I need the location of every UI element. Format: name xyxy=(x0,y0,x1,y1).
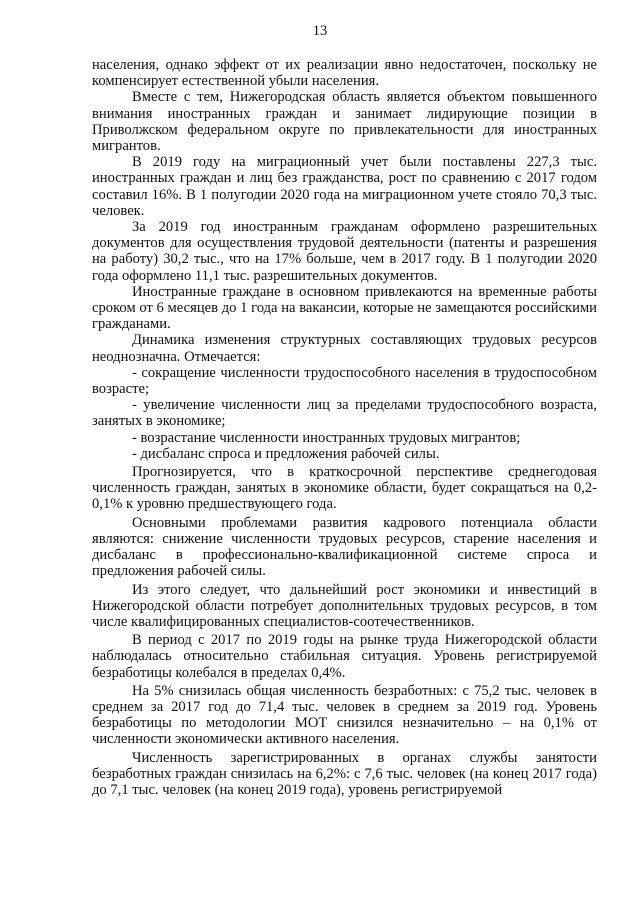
paragraph-labor-dynamics: Динамика изменения структурных составляющих трудовых ресурсов неоднозначна. Отмечается: xyxy=(92,332,597,365)
list-item: - увеличение численности лиц за пределами трудоспособного возраста, занятых в экономике; xyxy=(92,397,597,430)
list-item: - возрастание численности иностранных трудовых мигрантов; xyxy=(132,429,521,446)
list-item: - дисбаланс спроса и предложения рабочей силы. xyxy=(132,445,440,462)
paragraph-main-problems: Основными проблемами развития кадрового потенциала области являются: снижение численности трудовых ресурсов, старение населения и дисбаланс в профессионально-квалификационной системе спроса и предложения рабочей силы. xyxy=(92,514,597,580)
page-number: 13 xyxy=(312,23,328,39)
paragraph-work-permits: За 2019 год иностранным гражданам оформлено разрешительных документов для осуществления трудовой деятельности (патенты и разрешения на работу) 30,2 тыс., что на 17% больше, чем в 2017 году. В 1 полугодии 2020 года оформлено 11,1 тыс. разрешительных документов. xyxy=(92,219,597,284)
document-body xyxy=(92,57,597,798)
paragraph-unemployment-decrease: На 5% снизилась общая численность безработных: с 75,2 тыс. человек в среднем за 2017 год до 71,4 тыс. человек в среднем за 2019 год. Уровень безработицы по методологии МОТ снизился незначительно – на 0,1% от численности экономически активного населения. xyxy=(92,682,597,748)
paragraph-temporary-work: Иностранные граждане в основном привлекаются на временные работы сроком от 6 месяцев до 1 года на вакансии, которые не замещаются российскими гражданами. xyxy=(92,283,597,333)
paragraph-forecast: Прогнозируется, что в краткосрочной перспективе среднегодовая численность граждан, занятых в экономике области, будет сокращаться на 0,2-0,1% к уровню предшествующего года. xyxy=(92,464,597,513)
paragraph-migration-registration: В 2019 году на миграционный учет были поставлены 227,3 тыс. иностранных граждан и лиц без гражданства, рост по сравнению с 2017 годом составил 16%. В 1 полугодии 2020 года на миграционном учете стояло 70,3 тыс. человек. xyxy=(92,154,597,219)
list-item: - сокращение численности трудоспособного населения в трудоспособном возрасте; xyxy=(92,364,597,398)
paragraph-conclusion: Из этого следует, что дальнейший рост экономики и инвестиций в Нижегородской области потребует дополнительных трудовых ресурсов, в том числе квалифицированных специалистов-соотечественников. xyxy=(92,581,597,630)
paragraph-registered-unemployed: Численность зарегистрированных в органах службы занятости безработных граждан снизилась на 6,2%: с 7,6 тыс. человек (на конец 2017 года) до 7,1 тыс. человек (на конец 2019 года), уровень регистрируемой xyxy=(92,749,597,798)
paragraph-foreign-citizens-attention: Вместе с тем, Нижегородская область является объектом повышенного внимания иностранных граждан и занимает лидирующие позиции в Приволжском федеральном округе по привлекательности для иностранных мигрантов. xyxy=(92,89,597,155)
paragraph-continued-population: населения, однако эффект от их реализации явно недостаточен, поскольку не компенсирует естественной убыли населения. xyxy=(92,57,597,90)
paragraph-labor-market-stability: В период с 2017 по 2019 годы на рынке труда Нижегородской области наблюдалась относительно стабильная ситуация. Уровень регистрируемой безработицы колебался в пределах 0,4%. xyxy=(92,632,597,681)
